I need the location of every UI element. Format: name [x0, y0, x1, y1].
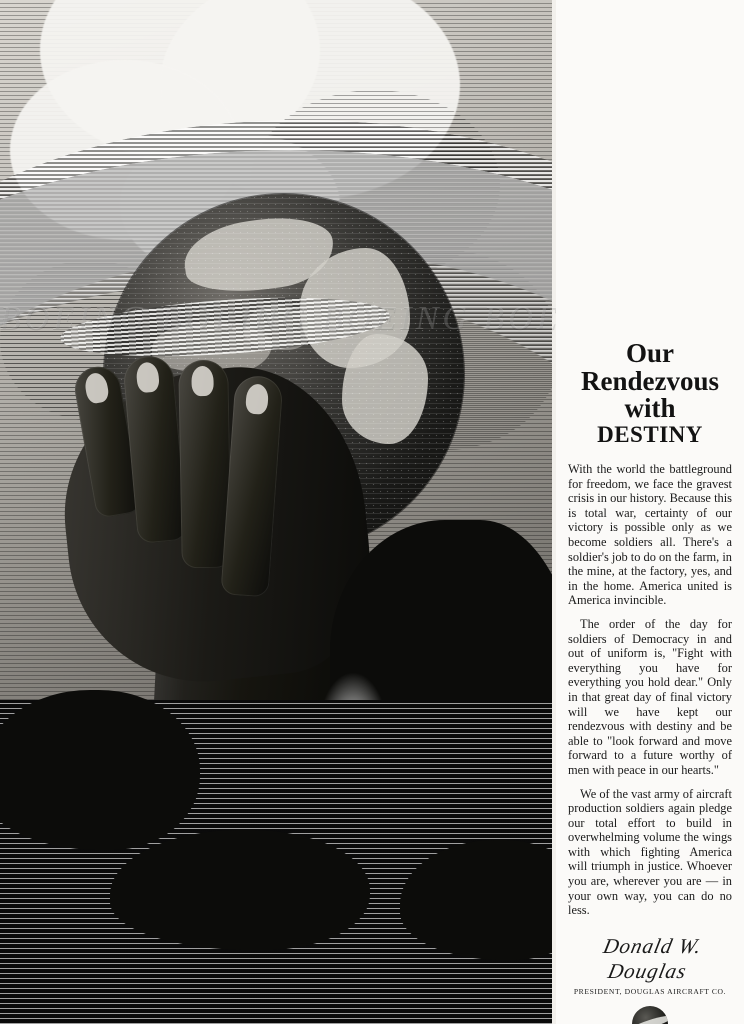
headline-line-2: Rendezvous: [580, 365, 719, 396]
headline-line-1: Our: [625, 338, 674, 368]
headline-line-3: with: [624, 393, 676, 424]
body-paragraph-2: The order of the day for soldiers of Democracy in and out of uniform is, "Fight with everything you have for everything you hold dear." Only in that great day of final victory will we have kept our rendezvous with destiny and be able to "look forward and move forward to a future worthy of men with peace in our hearts.": [568, 616, 732, 777]
landmass-shape: [180, 210, 338, 300]
body-paragraph-1: With the world the battleground for freedom, we face the gravest crisis in our history. Because this is total war, certainty of our victory is possible only as we become soldiers all. There's a soldier's job to do on the farm, in the mine, at the factory, yes, and in the home. America united is America invincible.: [568, 462, 732, 608]
fingernail-shape: [245, 383, 269, 414]
signature-title: PRESIDENT, DOUGLAS AIRCRAFT CO.: [573, 986, 727, 996]
fingernail-shape: [135, 361, 160, 393]
headline-line-4: DESTINY: [597, 421, 703, 447]
body-paragraph-3: We of the vast army of aircraft production soldiers again pledge our total effort to build in overwhelming volume the wings with which fighting America will triumph in justice. Whoever you are, wherever you are — in your own way, you can do no less.: [568, 786, 732, 918]
ad-text-column: [556, 0, 744, 1024]
fingernail-shape: [191, 366, 214, 396]
company-logo-icon: [632, 1006, 668, 1024]
rock-shape: [110, 830, 370, 950]
signature: Donald W. Douglas: [601, 933, 705, 983]
rock-shape: [0, 690, 200, 850]
fingernail-shape: [83, 371, 110, 404]
page-title: [568, 0, 732, 446]
landmass-shape: [342, 334, 428, 444]
